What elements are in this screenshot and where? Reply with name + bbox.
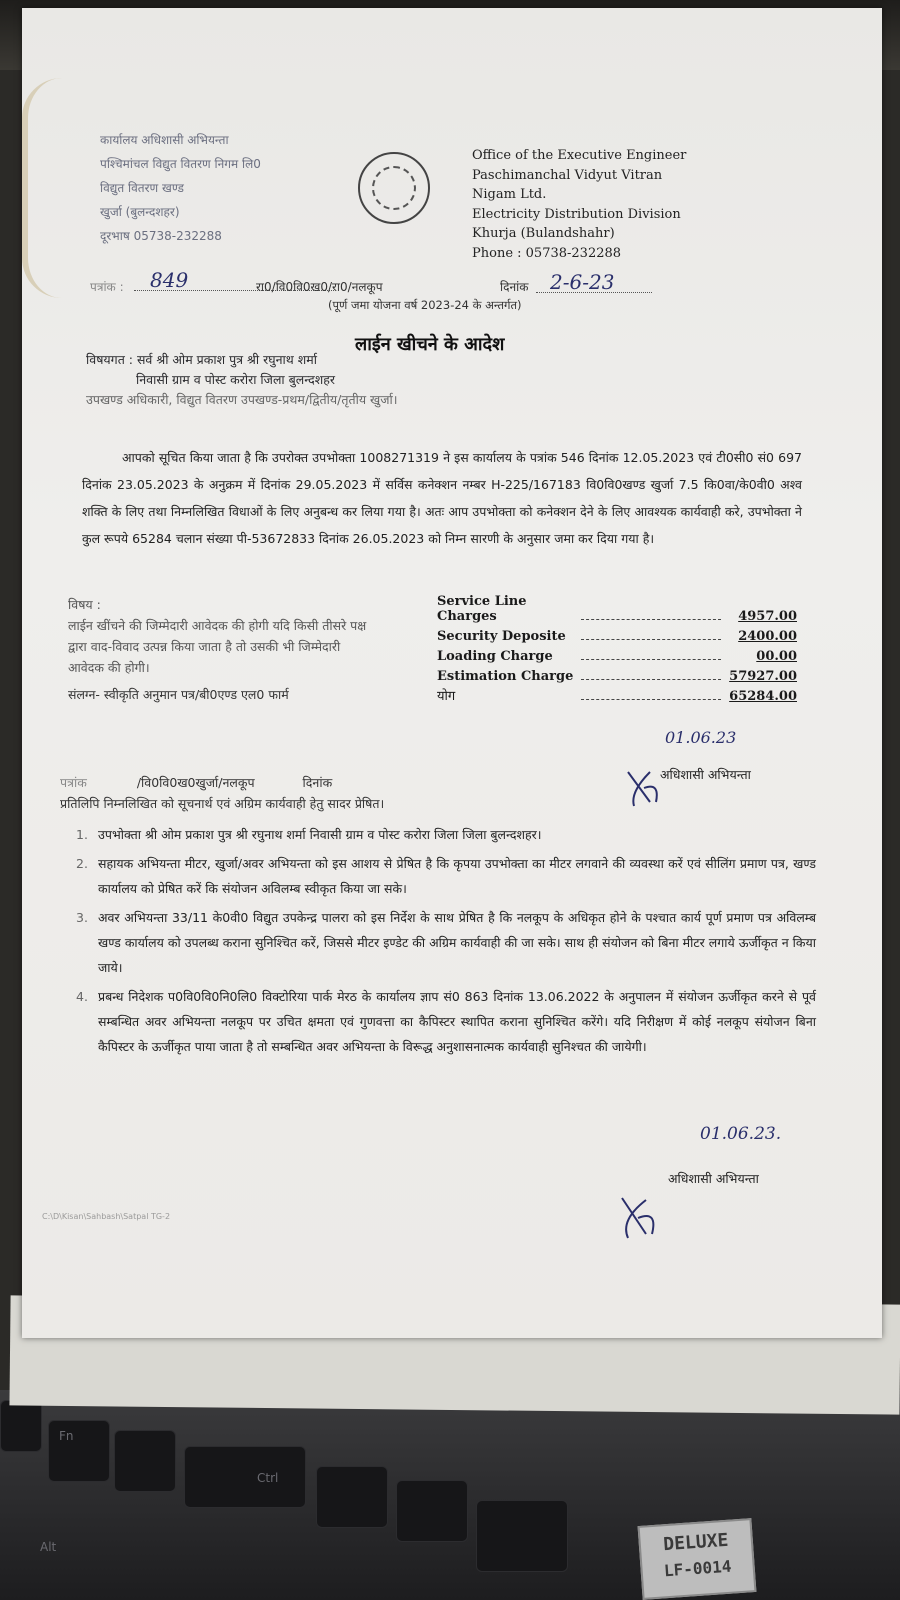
order-title: लाईन खीचने के आदेश bbox=[355, 334, 505, 355]
list-item-text: अवर अभियन्ता 33/11 के0वी0 विद्युत उपकेन्द्र पालरा को इस निर्देश के साथ प्रेषित है कि नलकूप के अधिकृत होने के पश्चात कार्य पूर्ण प्रमाण पत्र अविलम्ब खण्ड कार्यालय को उपलब्ध कराना सुनिश्चित करें, जिससे मीटर इण्डेट की अग्रिम कार्यवाही की जा सके। साथ ही संयोजन को बिना मीटर लगाये ऊर्जीकृत न किया जाये। bbox=[98, 910, 817, 975]
header-office: कार्यालय अधिशासी अभियन्ता bbox=[100, 133, 229, 147]
deluxe-file-label bbox=[638, 1518, 757, 1600]
list-item-text: उपभोक्ता श्री ओम प्रकाश पुत्र श्री रघुनाथ शर्मा निवासी ग्राम व पोस्ट करोरा जिला जिला बुलन्दशहर। bbox=[98, 827, 542, 842]
key-fn bbox=[48, 1420, 110, 1482]
key-zero bbox=[476, 1500, 568, 1572]
list-item bbox=[76, 822, 816, 847]
binding-string bbox=[22, 78, 88, 298]
signature-block-2 bbox=[700, 1124, 781, 1144]
left-note-text: लाईन खींचने की जिम्मेदारी आवेदक की होगी यदि किसी तीसरे पक्ष द्वारा वाद-विवाद उत्पन्न किया जाता है तो उसकी भी जिम्मेदारी आवेदक की होगी। bbox=[68, 618, 367, 675]
signature2-date: 01.06.23. bbox=[700, 1124, 782, 1144]
header-en-line5: Khurja (Bulandshahr) bbox=[472, 226, 615, 241]
subject-line3: उपखण्ड अधिकारी, विद्युत वितरण उपखण्ड-प्रथम/द्वितीय/तृतीय खुर्जा। bbox=[86, 392, 398, 407]
header-phone: दूरभाष 05738-232288 bbox=[100, 229, 222, 243]
charge-total-value: 65284.00 bbox=[729, 689, 797, 704]
subject-line2: निवासी ग्राम व पोस्ट करोरा जिला बुलन्दशहर bbox=[136, 372, 335, 387]
copy-ref-label: पत्रांक bbox=[60, 775, 87, 790]
key-fn-label: Fn bbox=[59, 1429, 74, 1443]
charge-value: 4957.00 bbox=[738, 609, 797, 624]
header-division: विद्युत वितरण खण्ड bbox=[100, 181, 184, 195]
charge-value: 2400.00 bbox=[738, 629, 797, 644]
list-item bbox=[76, 851, 816, 901]
charge-leader bbox=[581, 659, 721, 660]
copy-reference bbox=[60, 772, 384, 814]
charge-leader bbox=[581, 639, 721, 640]
key-alt-label: Alt bbox=[40, 1540, 57, 1554]
list-item-text: सहायक अभियन्ता मीटर, खुर्जा/अवर अभियन्ता को इस आशय से प्रेषित है कि कृपया उपभोक्ता का मीटर लगवाने की व्यवस्था करें एवं सीलिंग प्रमाण पत्र, खण्ड कार्यालय को प्रेषित करें कि संयोजन अविलम्ब स्वीकृत किया जा सके। bbox=[98, 856, 816, 896]
charge-row bbox=[437, 664, 797, 684]
subject-block bbox=[86, 350, 398, 410]
header-en-line6: Phone : 05738-232288 bbox=[472, 245, 622, 261]
ref-date: 2-6-23 bbox=[550, 270, 615, 294]
signature-block-1 bbox=[665, 728, 736, 747]
charge-value: 00.00 bbox=[756, 649, 797, 664]
charge-row-total bbox=[437, 684, 797, 704]
signature2-scribble-icon bbox=[612, 1190, 672, 1240]
key-ctrl-label: Ctrl bbox=[257, 1471, 279, 1485]
list-item bbox=[76, 905, 816, 980]
list-item-number: 3. bbox=[76, 910, 88, 925]
list-item-number: 4. bbox=[76, 989, 88, 1004]
left-note-enclosure: संलग्न- स्वीकृति अनुमान पत्र/बी0एण्ड एल0 फार्म bbox=[68, 687, 289, 702]
charge-leader bbox=[581, 699, 721, 700]
stamp-line2: LF-0014 bbox=[663, 1556, 732, 1581]
charge-row bbox=[437, 594, 797, 624]
key-ctrl bbox=[184, 1446, 306, 1508]
logo-gear-icon bbox=[372, 166, 416, 210]
charges-table bbox=[437, 594, 797, 704]
signature1-date: 01.06.23 bbox=[665, 728, 737, 747]
stamp-line1: DELUXE bbox=[662, 1529, 730, 1556]
copy-intro: प्रतिलिपि निम्नलिखित को सूचनार्थ एवं अग्रिम कार्यवाही हेतु सादर प्रेषित। bbox=[60, 796, 385, 811]
header-en-line4: Electricity Distribution Division bbox=[472, 206, 681, 222]
ref-scheme: (पूर्ण जमा योजना वर्ष 2023-24 के अन्तर्गत) bbox=[328, 298, 522, 312]
charge-total-label: योग bbox=[437, 689, 456, 704]
list-item-number: 1. bbox=[76, 827, 88, 842]
keyboard-area bbox=[0, 1390, 900, 1600]
header-corp: पश्चिमांचल विद्युत वितरण निगम लि0 bbox=[100, 157, 261, 171]
file-path-footnote: C:\D\Kisan\Sahbash\Satpal TG-2 bbox=[42, 1212, 171, 1221]
ref-code: रा0/वि0वि0ख0/रा0/नलकूप bbox=[256, 280, 383, 294]
header-left bbox=[100, 128, 261, 248]
ref-number: 849 bbox=[150, 268, 189, 292]
charge-leader bbox=[581, 679, 721, 680]
ref-label: पत्रांक : bbox=[90, 280, 124, 294]
copy-list bbox=[76, 822, 816, 1063]
list-item bbox=[76, 984, 816, 1059]
copy-ref-code: /वि0वि0ख0खुर्जा/नलकूप bbox=[136, 775, 255, 790]
signature1-designation: अधिशासी अभियन्ता bbox=[660, 767, 751, 782]
key-left bbox=[0, 1400, 42, 1452]
charge-row bbox=[437, 644, 797, 664]
key-arrow-right bbox=[396, 1480, 468, 1542]
charge-leader bbox=[581, 619, 721, 620]
header-city: खुर्जा (बुलन्दशहर) bbox=[100, 205, 180, 219]
subject-line1: विषयगत : सर्व श्री ओम प्रकाश पुत्र श्री रघुनाथ शर्मा bbox=[86, 352, 317, 367]
left-note-label: विषय : bbox=[68, 597, 101, 612]
reference-line bbox=[90, 268, 790, 312]
body-paragraph: आपको सूचित किया जाता है कि उपरोक्त उपभोक्ता 1008271319 ने इस कार्यालय के पत्रांक 546 दिनांक 12.05.2023 एवं टी0सी0 सं0 697 दिनांक 23.05.2023 के अनुक्रम में दिनांक 29.05.2023 में सर्विस कनेक्शन नम्बर H-225/167183 वि0वि0खण्ड खुर्जा 7.5 कि0वा/के0वी0 अश्व शक्ति के लिए तथा निम्नलिखित विधाओं के लिए अनुबन्ध कर लिया गया है। अतः आप उपभोक्ता को कनेक्शन देने के लिए आवश्यक कार्यवाही करे, उपभोक्ता ने कुल रूपये 65284 चलान संख्या पी-53672833 दिनांक 26.05.2023 को निम्न सारणी के अनुसार जमा कर दिया गया है। bbox=[82, 450, 802, 546]
list-item-text: प्रबन्ध निदेशक प0वि0वि0नि0लि0 विक्टोरिया पार्क मेरठ के कार्यालय ज्ञाप सं0 863 दिनांक 13.06.2022 के अनुपालन में संयोजन ऊर्जीकृत करने से पूर्व सम्बन्धित अवर अभियन्ता नलकूप पर उचित क्षमता एवं गुणवत्ता का कैपिस्टर स्थापित कराना सुनिश्चित करेंगे। यदि निरीक्षण में कोई नलकूप संयोजन बिना कैपिस्टर के ऊर्जीकृत पाया जाता है तो सम्बन्धित अवर अभियन्ता के विरूद्ध अनुशासनात्मक कार्यवाही सुनिश्चत की जायेगी। bbox=[98, 989, 816, 1054]
list-item-number: 2. bbox=[76, 856, 88, 871]
charge-label: Service Line Charges bbox=[437, 594, 527, 624]
key-arrow-left bbox=[316, 1466, 388, 1528]
charge-value: 57927.00 bbox=[729, 669, 797, 684]
charge-label: Security Deposite bbox=[437, 629, 566, 644]
signature1-scribble-icon bbox=[620, 762, 670, 808]
charge-label: Estimation Charge bbox=[437, 669, 574, 684]
charge-row bbox=[437, 624, 797, 644]
left-note bbox=[68, 594, 368, 705]
header-en-line1: Office of the Executive Engineer bbox=[472, 148, 687, 163]
signature2-designation: अधिशासी अभियन्ता bbox=[668, 1171, 759, 1186]
ref-date-label: दिनांक bbox=[500, 280, 529, 294]
copy-ref-date-label: दिनांक bbox=[302, 775, 333, 790]
key-windows bbox=[114, 1430, 176, 1492]
charge-label: Loading Charge bbox=[437, 649, 553, 664]
corporation-logo-icon bbox=[358, 152, 430, 224]
header-en-line2: Paschimanchal Vidyut Vitran bbox=[472, 167, 663, 183]
ref-date-underline bbox=[536, 292, 652, 293]
header-en-line3: Nigam Ltd. bbox=[472, 187, 547, 202]
header-right bbox=[472, 146, 686, 263]
